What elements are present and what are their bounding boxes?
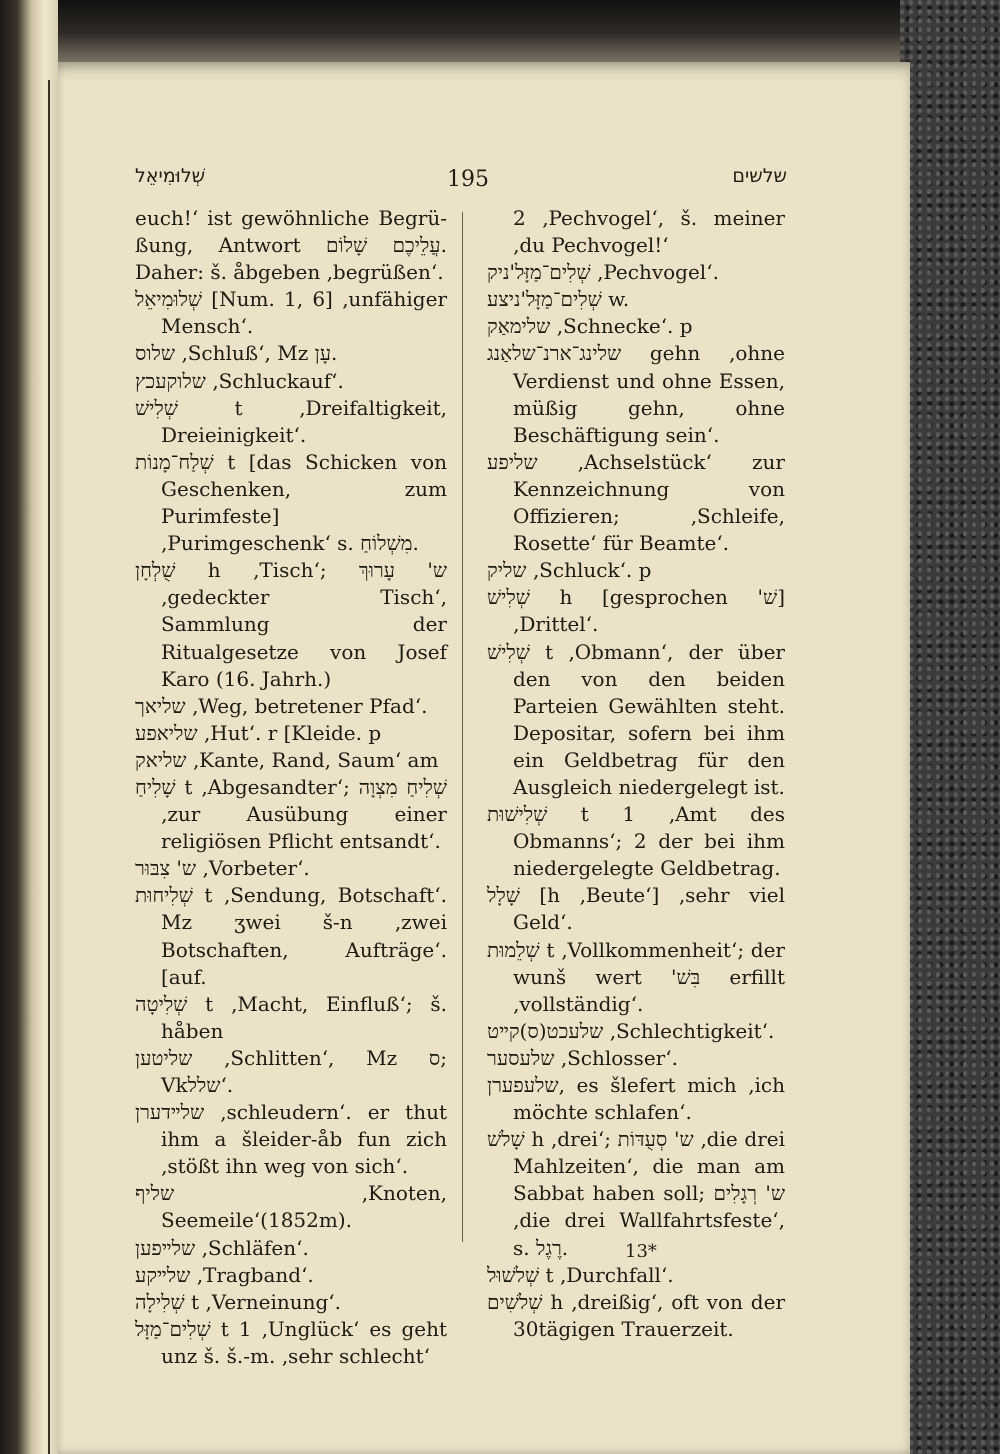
running-header — [135, 165, 787, 199]
dictionary-entry: שליאך ‚Weg, betretener Pfad‘. — [135, 693, 428, 718]
dictionary-entry: שְׁלִישׁוּת t 1 ‚Amt des Obmanns‘; 2 der bei ihm niedergelegte Geldbetrag. — [487, 802, 785, 881]
dictionary-entry: שְׁלִים־מַזָּל t 1 ‚Unglück‘ es geht unz š. š.-m. ‚sehr schlecht‘ — [135, 1316, 447, 1368]
dictionary-entry: שְׁלַח־מָנוֹת t [das Schicken von Geschenken, zum Purimfeste] ‚Purimgeschenk‘ s. מִשְׁלוֹחַ. — [135, 449, 447, 556]
signature-mark: 13* — [625, 1241, 657, 1262]
dictionary-entry: שְׁלִיחוּת t ‚Sendung, Botschaft‘. Mz ʒwei š-n ‚zwei Botschaften, Aufträge‘. [auf. — [135, 883, 447, 989]
dictionary-entry: שליק ‚Schluck‘. p — [487, 558, 652, 583]
dictionary-entry: שלימאַק ‚Schnecke‘. p — [487, 314, 693, 339]
dictionary-entry: שליף ‚Knoten, Seemeile‘(1852m). — [135, 1181, 447, 1233]
page-spine-edge — [48, 80, 50, 1454]
dictionary-entry: שְׁלִים־מַזָּל'ניצע w. — [487, 287, 630, 312]
dictionary-entry: שליאפע ‚Hut‘. r [Kleide. p — [135, 720, 382, 745]
dictionary-entry: 2 ‚Pechvogel‘, š. meiner ‚du Pechvogel!‘ — [513, 206, 785, 258]
dictionary-entry: שלינג־ארנ־שלאַנג gehn ‚ohne Verdienst und ohne Essen, müßig gehn, ohne Beschäftigung sein‘. — [487, 341, 785, 447]
dictionary-entry: שלײדערן ‚schleudern‘. er thut ihm a šleider-åb fun zich ‚stößt ihn weg von sich‘. — [135, 1100, 447, 1179]
dictionary-entry: שְׁלִישׁ t ‚Obmann‘, der über den von den beiden Parteien Gewählten steht. Depositar, sofern bei ihm ein Geldbetrag für den Ausgleich niedergelegt ist. — [487, 639, 785, 799]
dictionary-entry: שָׁלשׁ h ‚drei‘; ש' סְעֻדּוֹת ‚die drei Mahlzeiten‘, die man am Sabbat haben soll; ש' רְגָלִים ‚die drei Wallfahrtsfeste‘, s. רֶגֶל. — [487, 1127, 785, 1260]
dictionary-entry: שליפע ‚Achselstück‘ zur Kennzeichnung von Offizieren; ‚Schleife, Rosette‘ für Beamte‘. — [487, 449, 785, 556]
binding-cover-edge — [900, 0, 1000, 1454]
dictionary-entry: ש' צִבּוּר ‚Vorbeter‘. — [135, 856, 310, 881]
dictionary-entry: שֻׁלְחָן h ‚Tisch‘; ש' עָרוּךְ ‚gedeckter Tisch‘, Sammlung der Ritualgesetze von Josef Karo (16. Jahrh.) — [135, 558, 447, 691]
dictionary-entry: שלעכט(ס)קײט ‚Schlechtigkeit‘. — [487, 1018, 775, 1043]
dictionary-entry: שליטען ‚Schlitten‘, Mz ס; Vkשלל‘. — [135, 1045, 447, 1097]
dictionary-entry: שְׁלִילָה t ‚Verneinung‘. — [135, 1289, 342, 1314]
dictionary-entry: שלוס ‚Schluß‘, Mz עָן. — [135, 341, 338, 366]
column-divider — [462, 212, 463, 1242]
dictionary-entry: שלוקעכץ ‚Schluckauf‘. — [135, 368, 344, 393]
dictionary-entry: euch!‘ ist gewöhnliche Begrü-ßung, Antwort עֲלֵיכֶם שָׁלוֹם. Daher: š. åbgeben ‚begrüßen‘. — [135, 206, 447, 285]
dictionary-entry: שְׁלֵמוּת t ‚Vollkommenheit‘; der wunš wert 'בִּשׁ erfillt ‚vollständig‘. — [487, 937, 785, 1016]
dictionary-entry: שלעסער ‚Schlosser‘. — [487, 1045, 678, 1070]
dictionary-entry: שְׁלשׁוּל t ‚Durchfall‘. — [487, 1262, 674, 1287]
dictionary-entry: שלעפערן, es šlefert mich ‚ich möchte schlafen‘. — [487, 1073, 785, 1125]
dictionary-entry: שלײפען ‚Schläfen‘. — [135, 1235, 309, 1260]
header-right-catchword: שלשים — [732, 165, 787, 187]
dictionary-entry: שָׁלָל [h ‚Beute‘] ‚sehr viel Geld‘. — [487, 883, 785, 935]
dictionary-entry: שְׁלִישׁ t ‚Dreifaltigkeit, Dreieinigkeit‘. — [135, 395, 447, 447]
dictionary-entry: שְׁלִיטָה t ‚Macht, Einfluß‘; š. håben — [135, 991, 447, 1043]
right-column — [487, 205, 785, 1343]
dictionary-entry: שלײקע ‚Tragband‘. — [135, 1262, 314, 1287]
dictionary-entry: שְׁלוּמִיאֵל [Num. 1, 6] ‚unfähiger Mensch‘. — [135, 287, 447, 339]
dictionary-entry: שליאק ‚Kante, Rand, Saum‘ am — [135, 747, 439, 772]
page-number: 195 — [447, 167, 489, 192]
dictionary-entry: שְׁלשִׁים h ‚dreißig‘, oft von der 30tägigen Trauerzeit. — [487, 1289, 785, 1341]
dictionary-entry: שְׁלִים־מַזָּל'ניק ‚Pechvogel‘. — [487, 260, 719, 285]
dictionary-entry: שְׁלִישׁ h [gesprochen 'שׁ] ‚Drittel‘. — [487, 585, 785, 637]
header-left-catchword: שְׁלוּמִיאֵל — [135, 165, 206, 187]
dictionary-entry: שָׁלִיחַ t ‚Abgesandter‘; שְׁלִיחַ מִצְוָה ‚zur Ausübung einer religiösen Pflicht entsandt‘. — [135, 774, 447, 854]
left-column — [135, 205, 447, 1370]
